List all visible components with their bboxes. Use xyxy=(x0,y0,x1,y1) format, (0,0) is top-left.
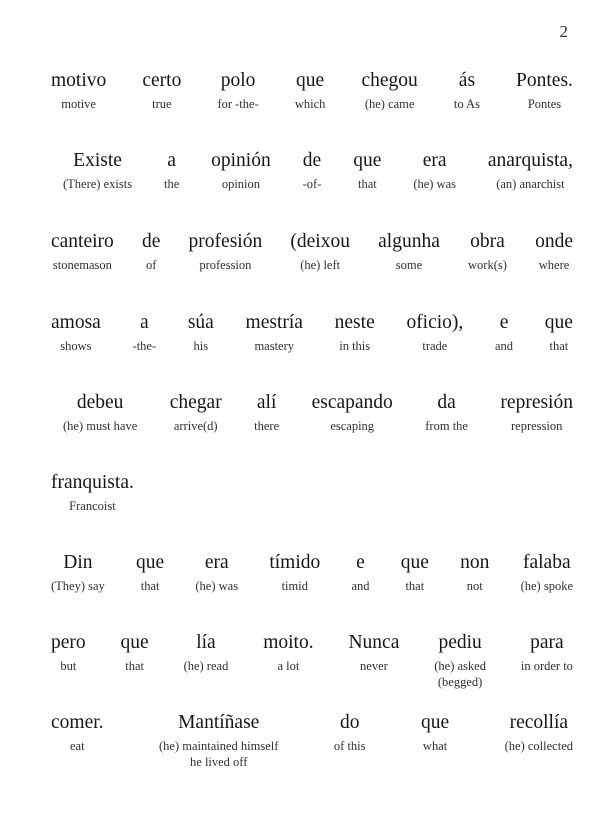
gloss-word xyxy=(500,392,573,434)
source-word: falaba xyxy=(522,552,571,573)
gloss-line xyxy=(63,392,573,434)
gloss-block xyxy=(45,150,573,192)
gloss-translation: (he) was xyxy=(195,578,239,593)
gloss-translation: stonemason xyxy=(52,257,112,272)
gloss-translation: in order to xyxy=(520,658,573,673)
gloss-word xyxy=(189,231,263,273)
gloss-translation: which xyxy=(294,96,326,111)
source-word: ás xyxy=(458,70,476,91)
gloss-translation: (There) exists xyxy=(63,176,133,191)
gloss-word xyxy=(159,712,278,770)
gloss-translation: a lot xyxy=(277,658,300,673)
gloss-block xyxy=(45,472,573,514)
source-word: canteiro xyxy=(51,231,114,252)
source-word: era xyxy=(204,552,229,573)
gloss-translation: timid xyxy=(281,578,308,593)
gloss-translation: profession xyxy=(199,257,252,272)
gloss-word xyxy=(51,70,106,112)
source-word: que xyxy=(421,712,450,733)
source-word: polo xyxy=(220,70,256,91)
source-word: pero xyxy=(51,632,86,653)
gloss-word xyxy=(421,712,449,754)
gloss-translation: (he) was xyxy=(413,176,457,191)
gloss-word xyxy=(495,312,513,354)
source-word: a xyxy=(167,150,176,171)
gloss-translation: mastery xyxy=(254,338,295,353)
gloss-line xyxy=(51,712,573,770)
gloss-translation: for -the- xyxy=(217,96,259,111)
source-word: franquista. xyxy=(51,472,134,493)
gloss-translation: what xyxy=(422,738,448,753)
gloss-word xyxy=(51,472,134,514)
gloss-translation: never xyxy=(360,658,388,673)
source-word: era xyxy=(422,150,447,171)
gloss-word xyxy=(63,392,137,434)
source-word: debeu xyxy=(76,392,124,413)
gloss-word xyxy=(188,312,214,354)
gloss-translation: there xyxy=(254,418,280,433)
gloss-word xyxy=(335,312,375,354)
gloss-word xyxy=(51,312,101,354)
source-word: Nunca xyxy=(348,632,400,653)
gloss-translation: (he) maintained himself xyxy=(159,738,279,753)
source-word: moito. xyxy=(263,632,314,653)
gloss-translation: trade xyxy=(422,338,448,353)
source-word: comer. xyxy=(51,712,104,733)
source-word: que xyxy=(136,552,165,573)
gloss-word xyxy=(413,150,456,192)
gloss-word xyxy=(246,312,303,354)
source-word: para xyxy=(530,632,564,653)
gloss-translation: that xyxy=(140,578,160,593)
gloss-word xyxy=(545,312,573,354)
gloss-block xyxy=(45,632,573,690)
gloss-word xyxy=(454,70,480,112)
gloss-word xyxy=(378,231,440,273)
source-word: chegou xyxy=(361,70,418,91)
gloss-translation: in this xyxy=(339,338,371,353)
source-word: pediu xyxy=(438,632,482,653)
gloss-word xyxy=(263,632,313,674)
source-word: que xyxy=(353,150,382,171)
gloss-translation: (he) read xyxy=(183,658,229,673)
gloss-translation: the xyxy=(163,176,180,191)
source-word: Existe xyxy=(73,150,122,171)
source-word: da xyxy=(437,392,456,413)
source-word: non xyxy=(460,552,490,573)
gloss-translation: (an) anarchist xyxy=(496,176,565,191)
gloss-word xyxy=(406,312,463,354)
gloss-word xyxy=(184,632,229,674)
gloss-translation: (he) left xyxy=(300,257,341,272)
gloss-translation: -of- xyxy=(302,176,322,191)
gloss-block xyxy=(45,392,573,434)
source-word: anarquista, xyxy=(487,150,573,171)
source-word: súa xyxy=(187,312,214,333)
gloss-word xyxy=(170,392,222,434)
source-word: chegar xyxy=(169,392,222,413)
gloss-translation: Pontes xyxy=(527,96,562,111)
gloss-word xyxy=(142,231,160,273)
source-word: mestría xyxy=(245,312,303,333)
gloss-translation: motive xyxy=(61,96,96,111)
source-word: de xyxy=(302,150,322,171)
gloss-translation: (he) must have xyxy=(63,418,138,433)
gloss-word xyxy=(425,392,468,434)
gloss-translation: that xyxy=(357,176,377,191)
gloss-word xyxy=(211,150,271,192)
gloss-word xyxy=(51,632,86,674)
source-word: escapando xyxy=(311,392,393,413)
gloss-word xyxy=(269,552,320,594)
source-word: e xyxy=(356,552,365,573)
gloss-block xyxy=(45,70,573,112)
gloss-translation: work(s) xyxy=(468,257,507,272)
gloss-word xyxy=(521,552,573,594)
source-word: algunha xyxy=(378,231,440,252)
gloss-line xyxy=(51,472,573,514)
gloss-translation: from the xyxy=(425,418,468,433)
gloss-word xyxy=(121,632,149,674)
gloss-word xyxy=(468,231,507,273)
gloss-translation: -the- xyxy=(132,338,157,353)
gloss-word xyxy=(136,552,164,594)
source-word: neste xyxy=(334,312,375,333)
gloss-translation: (he) came xyxy=(364,96,415,111)
gloss-translation: of xyxy=(145,257,157,272)
gloss-word xyxy=(401,552,429,594)
gloss-word xyxy=(434,632,486,690)
gloss-translation: his xyxy=(193,338,209,353)
source-word: recollía xyxy=(509,712,569,733)
gloss-translation: that xyxy=(549,338,569,353)
gloss-translation-alt: he lived off xyxy=(190,755,248,770)
source-word: a xyxy=(140,312,149,333)
source-word: Pontes. xyxy=(516,70,573,91)
gloss-word xyxy=(290,231,350,273)
gloss-translation-alt: (begged) xyxy=(437,675,483,690)
gloss-translation: but xyxy=(60,658,77,673)
gloss-word xyxy=(488,150,573,192)
gloss-translation: shows xyxy=(60,338,92,353)
gloss-line xyxy=(51,312,573,354)
gloss-translation: arrive(d) xyxy=(173,418,218,433)
gloss-translation: repression xyxy=(511,418,563,433)
gloss-word xyxy=(516,70,573,112)
gloss-block xyxy=(45,712,573,770)
source-word: lía xyxy=(196,632,216,653)
gloss-line xyxy=(51,231,573,273)
gloss-word xyxy=(460,552,489,594)
gloss-line xyxy=(51,70,573,112)
source-word: oficio), xyxy=(406,312,464,333)
gloss-word xyxy=(535,231,573,273)
gloss-block xyxy=(45,312,573,354)
gloss-translation: that xyxy=(125,658,144,673)
source-word: que xyxy=(296,70,325,91)
gloss-translation: opinion xyxy=(221,176,261,191)
source-word: tímido xyxy=(269,552,321,573)
source-word: que xyxy=(400,552,429,573)
gloss-word xyxy=(351,552,369,594)
gloss-word xyxy=(361,70,417,112)
source-word: que xyxy=(120,632,149,653)
source-word: certo xyxy=(142,70,182,91)
source-word: profesión xyxy=(188,231,263,252)
source-word: onde xyxy=(535,231,573,252)
source-word: e xyxy=(499,312,509,333)
gloss-word xyxy=(348,632,399,674)
source-word: represión xyxy=(500,392,573,413)
gloss-word xyxy=(142,70,181,112)
gloss-translation: Francoist xyxy=(69,498,116,513)
source-word: Din xyxy=(63,552,93,573)
gloss-translation: where xyxy=(538,257,570,272)
gloss-word xyxy=(254,392,279,434)
source-word: de xyxy=(141,231,161,252)
gloss-word xyxy=(505,712,573,754)
gloss-translation: (he) asked xyxy=(434,658,486,673)
gloss-word xyxy=(195,552,238,594)
source-word: (deixou xyxy=(290,231,350,252)
gloss-translation: (he) spoke xyxy=(520,578,573,593)
gloss-word xyxy=(217,70,258,112)
gloss-translation: (he) collected xyxy=(504,738,573,753)
gloss-word xyxy=(353,150,381,192)
gloss-line xyxy=(63,150,573,192)
gloss-translation: of this xyxy=(333,738,366,753)
source-word: motivo xyxy=(51,70,107,91)
gloss-word xyxy=(51,552,105,594)
gloss-translation: eat xyxy=(69,738,85,753)
source-word: opinión xyxy=(211,150,271,171)
gloss-word xyxy=(164,150,179,192)
gloss-translation: escaping xyxy=(330,418,375,433)
gloss-block xyxy=(45,231,573,273)
source-word: Mantíñase xyxy=(178,712,260,733)
gloss-word xyxy=(312,392,393,434)
gloss-translation: that xyxy=(405,578,425,593)
gloss-word xyxy=(51,231,114,273)
gloss-line xyxy=(51,552,573,594)
gloss-word xyxy=(303,150,322,192)
gloss-word xyxy=(133,312,157,354)
gloss-translation: and xyxy=(351,578,370,593)
gloss-word xyxy=(51,712,104,754)
gloss-word xyxy=(295,70,326,112)
gloss-translation: to As xyxy=(453,96,480,111)
gloss-block xyxy=(45,552,573,594)
gloss-word xyxy=(63,150,132,192)
source-word: alí xyxy=(256,392,277,413)
source-word: do xyxy=(339,712,360,733)
gloss-word xyxy=(334,712,366,754)
gloss-word xyxy=(521,632,573,674)
source-word: que xyxy=(544,312,573,333)
gloss-translation: not xyxy=(466,578,483,593)
gloss-translation: and xyxy=(495,338,514,353)
gloss-translation: some xyxy=(395,257,423,272)
gloss-line xyxy=(51,632,573,690)
gloss-translation: true xyxy=(152,96,172,111)
source-word: amosa xyxy=(51,312,101,333)
gloss-translation: (They) say xyxy=(51,578,105,593)
page-number: 2 xyxy=(559,22,568,41)
source-word: obra xyxy=(470,231,505,252)
